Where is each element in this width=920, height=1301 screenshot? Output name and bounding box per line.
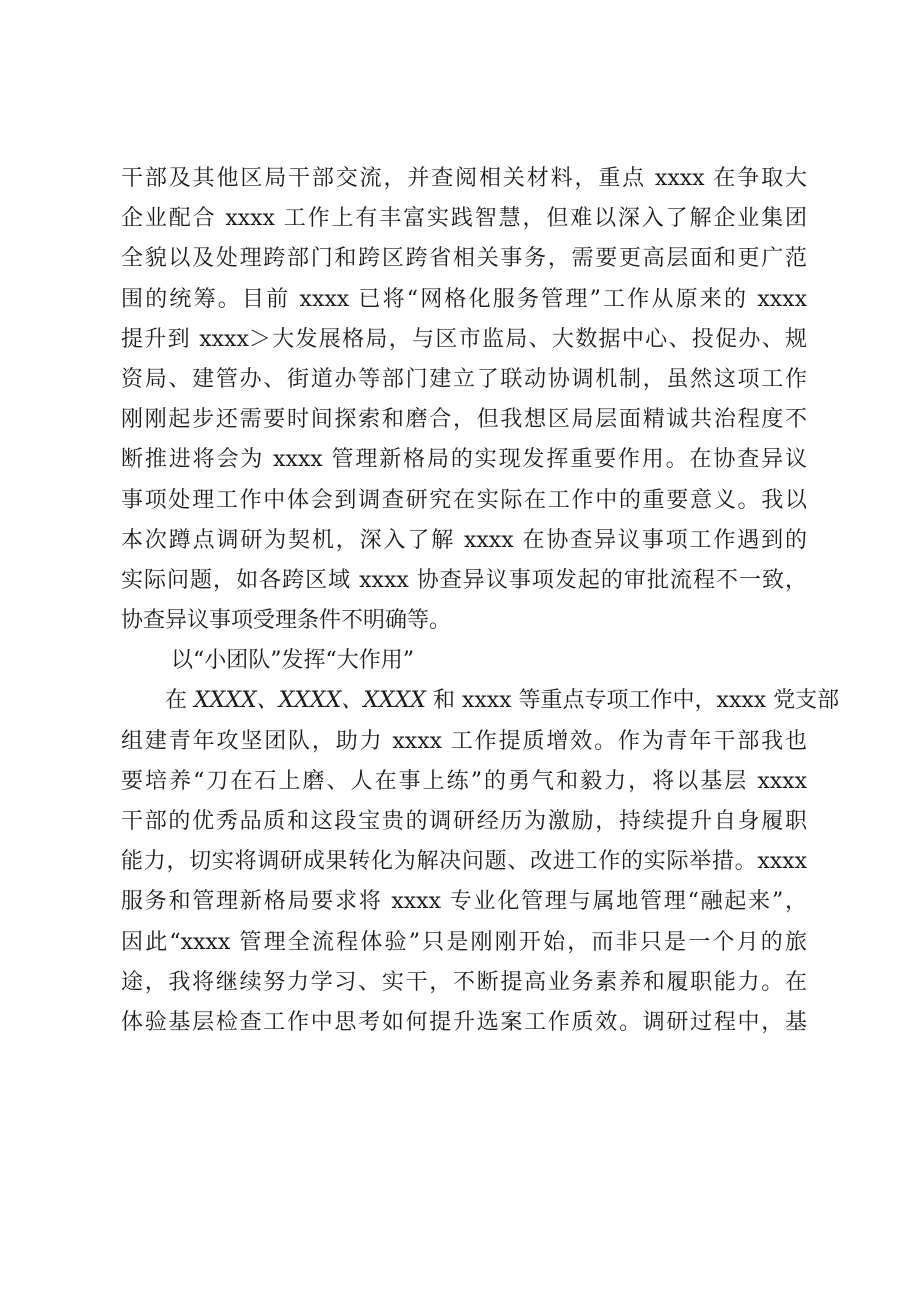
text-line: 资局、建管办、街道办等部门建立了联动协调机制，虽然这项工作 [121,366,807,392]
text-line-first [121,681,840,721]
text-line: 组建青年攻坚团队，助力 xxxx 工作提质增效。作为青年干部我也 [121,728,807,754]
text-line: 实际问题，如各跨区域 xxxx 协查异议事项发起的审批流程不一致， [121,567,807,593]
section-heading: 以“小团队”发挥“大作用” [171,648,414,674]
text-line: 体验基层检查工作中思考如何提升选案工作质效。调研过程中，基 [121,1009,807,1035]
text-line: 提升到 xxxx＞大发展格局，与区市监局、大数据中心、投促办、规 [121,326,807,352]
text-line: 本次蹲点调研为契机，深入了解 xxxx 在协查异议事项工作遇到的 [121,527,807,553]
document-body [121,159,840,1043]
paragraph2-first-line: 在 XXXX、XXXX、XXXX 和 xxxx 等重点专项工作中，xxxx 党支部 [165,688,840,714]
text-line: 事项处理工作中体会到调查研究在实际在工作中的重要意义。我以 [121,487,807,513]
text-line-last: 协查异议事项受理条件不明确等。 [121,608,452,634]
italic-projects: XXXX、XXXX、XXXX [194,688,426,714]
text-line: 能力，切实将调研成果转化为解决问题、改进工作的实际举措。xxxx [121,849,807,875]
text-line: 服务和管理新格局要求将 xxxx 专业化管理与属地管理“融起来”， [121,889,807,915]
text-line: 断推进将会为 xxxx 管理新格局的实现发挥重要作用。在协查异议 [121,447,807,473]
text-line: 围的统筹。目前 xxxx 已将“网格化服务管理”工作从原来的 xxxx [121,286,807,312]
text-line: 途，我将继续努力学习、实干，不断提高业务素养和履职能力。在 [121,969,807,995]
text-line: 要培养“刀在石上磨、人在事上练”的勇气和毅力，将以基层 xxxx [121,768,807,794]
text-line: 干部的优秀品质和这段宝贵的调研经历为激励，持续提升自身履职 [121,809,807,834]
text-line: 企业配合 xxxx 工作上有丰富实践智慧，但难以深入了解企业集团 [121,206,807,232]
text-line: 干部及其他区局干部交流，并查阅相关材料，重点 xxxx 在争取大 [121,166,807,191]
text-line: 因此“xxxx 管理全流程体验”只是刚刚开始，而非只是一个月的旅 [121,929,807,955]
text-line: 刚刚起步还需要时间探索和磨合，但我想区局层面精诚共治程度不 [121,407,807,433]
text-line: 全貌以及处理跨部门和跨区跨省相关事务，需要更高层面和更广范 [121,246,807,272]
